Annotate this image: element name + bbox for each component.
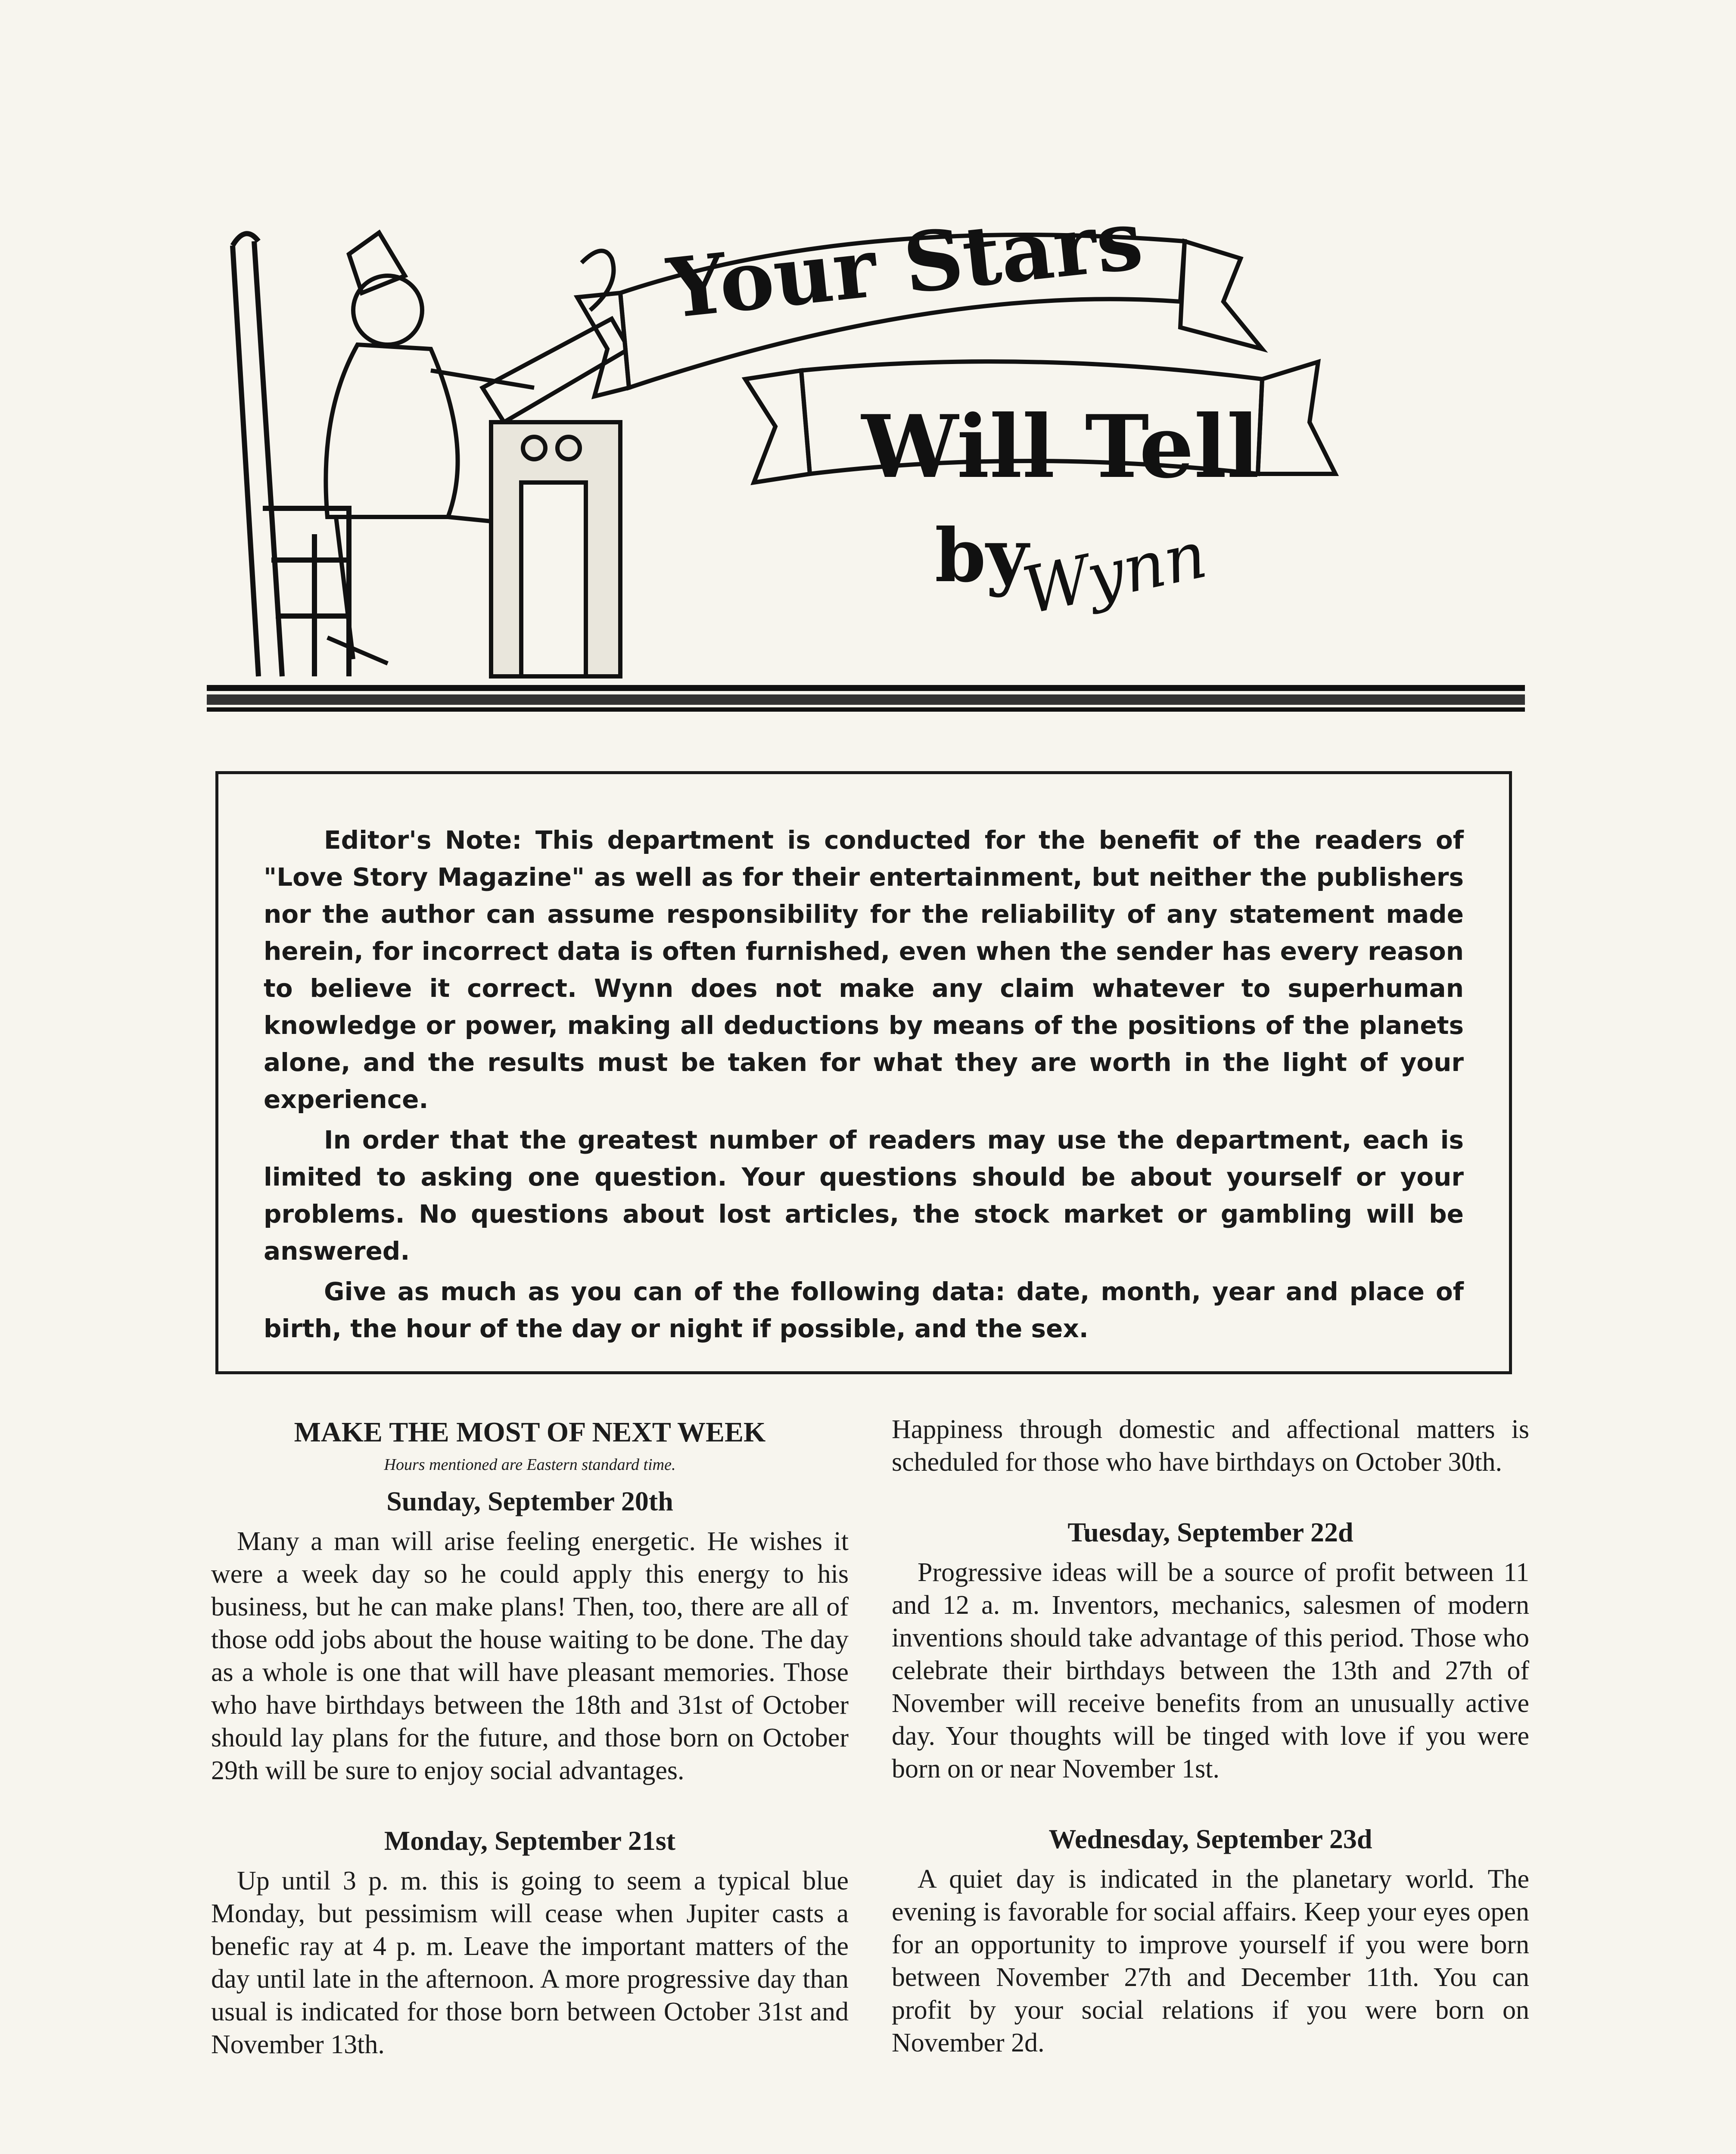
left-column bbox=[211, 1413, 849, 2061]
wednesday-heading: Wednesday, September 23d bbox=[1048, 1824, 1372, 1854]
section-subheading: Hours mentioned are Eastern standard time. bbox=[384, 1456, 676, 1474]
editors-note-paragraph-1: Editor's Note: This department is conducted for the benefit of the readers of "Love Story Magazine" as well as for their entertainment, but neither the publishers nor the author can assume responsibility for the reliability of any statement made herein, for incorrect data is often furnished, even when the sender has every reason to believe it correct. Wynn does not make any claim whatever to superhuman knowledge or power, making all deductions by means of the positions of the planets alone, and the results must be taken for what they are worth in the light of your experience. bbox=[264, 825, 1464, 1114]
monday-heading: Monday, September 21st bbox=[384, 1825, 676, 1856]
author-signature: Wynn bbox=[1017, 517, 1213, 629]
wednesday-text: A quiet day is indicated in the planetary world. The evening is favorable for social affairs. Keep your eyes open for an opportunity to improve yourself if you were born between November 27th and December 11th. You can profit by your social relations if you were born on November 2d. bbox=[892, 1865, 1529, 2058]
editors-note-box bbox=[215, 771, 1512, 1374]
section-heading: MAKE THE MOST OF NEXT WEEK bbox=[294, 1416, 766, 1448]
desk-drawing bbox=[482, 251, 629, 676]
chair-drawing bbox=[233, 233, 349, 676]
editors-note-paragraph-3: Give as much as you can of the following data: date, month, year and place of birth, the hour of the day or night if possible, and the sex. bbox=[264, 1277, 1464, 1343]
title-will-tell: Will Tell bbox=[862, 396, 1260, 498]
right-column bbox=[892, 1413, 1529, 2059]
byline: by bbox=[935, 513, 1029, 599]
editors-note-paragraph-2: In order that the greatest number of readers may use the department, each is limited to asking one question. Your questions should be about yourself or your problems. No questions about lost articles, the stock market or gambling will be answered. bbox=[264, 1125, 1464, 1266]
sunday-heading: Sunday, September 20th bbox=[386, 1486, 673, 1516]
decorative-rule bbox=[207, 685, 1525, 712]
monday-continued-text: Happiness through domestic and affectional matters is scheduled for those who have birthdays on October 30th. bbox=[892, 1415, 1529, 1477]
tuesday-text: Progressive ideas will be a source of profit between 11 and 12 a. m. Inventors, mechanics, salesmen of modern inventions should take advantage of this period. Those who celebrate their birthdays between the 13th and 27th of November will receive benefits from an unusually active day. Your thoughts will be tinged with love if you were born on or near November 1st. bbox=[892, 1558, 1529, 1784]
title-your-stars: Your Stars bbox=[663, 191, 1147, 337]
sunday-text: Many a man will arise feeling energetic. He wishes it were a week day so he could apply this energy to his business, but he can make plans! Then, too, there are all of those odd jobs about the house waiting to be done. The day as a whole is one that will have pleasant memories. Those who have birthdays between the 18th and 31st of October should lay plans for the future, and those born on October 29th will be sure to enjoy social advantages. bbox=[211, 1527, 849, 1785]
tuesday-heading: Tuesday, September 22d bbox=[1067, 1517, 1353, 1547]
monday-text: Up until 3 p. m. this is going to seem a typical blue Monday, but pessimism will cease when Jupiter casts a benefic ray at 4 p. m. Leave the important matters of the day until late in the afternoon. A more progressive day than usual is indicated for those born between October 31st and November 13th. bbox=[211, 1866, 849, 2059]
